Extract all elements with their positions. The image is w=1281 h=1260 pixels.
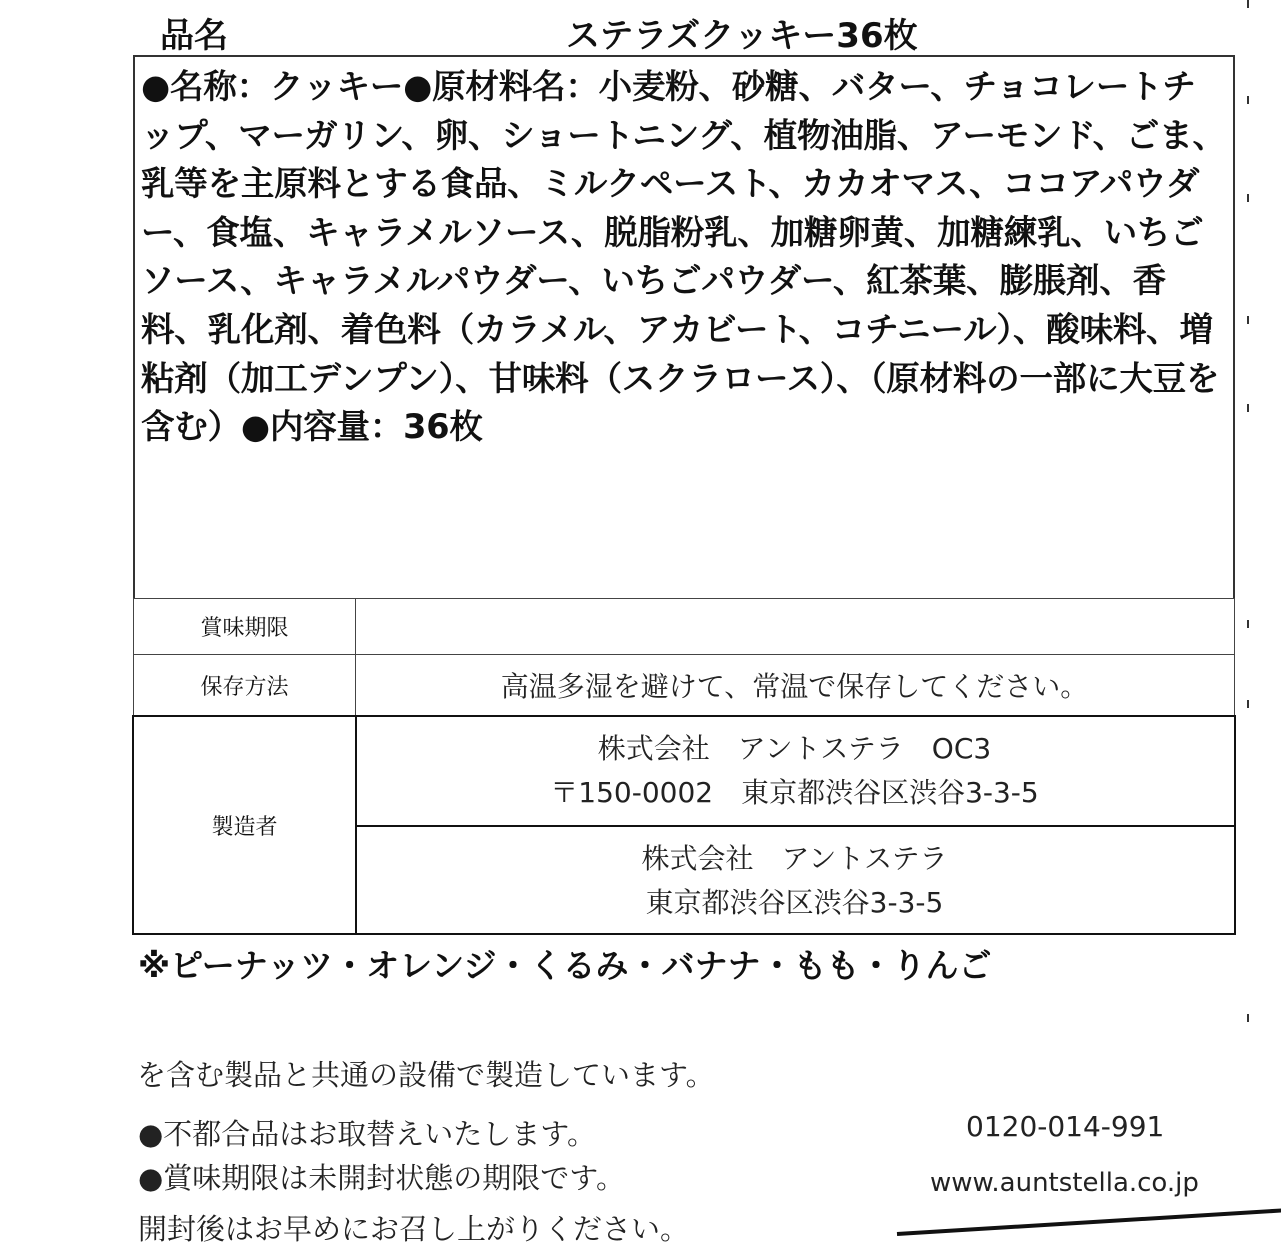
manufacturer-entry-primary-address: 〒150-0002 東京都渋谷区渋谷3-3-5	[550, 776, 1039, 809]
ingredients-text: ●名称：クッキー●原材料名：小麦粉、砂糖、バター、チョコレートチップ、マーガリン、卵、ショートニング、植物油脂、アーモンド、ごま、乳等を主原料とする食品、ミルクペースト、カカオマス、ココアパウダー、食塩、キャラメルソース、脱脂粉乳、加糖卵黄、加糖練乳、いちごソース、キャラメルパウダー、いちごパウダー、紅茶葉、膨脹剤、香料、乳化剤、着色料（カラメル、アカビート、コチニール）、酸味料、増粘剤（加工デンプン）、甘味料（スクラロース）、（原材料の一部に大豆を含む）●内容量：36枚	[141, 67, 1226, 447]
allergen-notice: ※ピーナッツ・オレンジ・くるみ・バナナ・もも・りんご	[138, 946, 992, 985]
expiry-value	[355, 599, 1234, 654]
facility-notice: を含む製品と共通の設備で製造しています。	[137, 1058, 715, 1092]
note-after-opening: 開封後はお早めにお召し上がりください。	[138, 1212, 690, 1246]
product-name-value: ステラズクッキー36枚	[566, 16, 918, 56]
contact-website: www.auntstella.co.jp	[930, 1168, 1199, 1198]
storage-row	[133, 654, 1235, 716]
edge-dash	[1247, 194, 1249, 202]
edge-dash	[1247, 700, 1249, 708]
edge-dash	[1247, 0, 1249, 8]
edge-dash	[1247, 1014, 1249, 1022]
manufacturer-entry-secondary-company: 株式会社 アントステラ	[641, 842, 948, 875]
manufacturer-entry-primary-company: 株式会社 アントステラ OC3	[597, 732, 992, 765]
storage-value: 高温多湿を避けて、常温で保存してください。	[500, 670, 1089, 703]
ingredients-box	[133, 55, 1235, 598]
edge-dash	[1247, 620, 1249, 628]
contact-phone: 0120-014-991	[966, 1110, 1165, 1143]
product-name-label: 品名	[160, 16, 228, 56]
manufacturer-entry-secondary	[355, 837, 1234, 925]
note-replacement: ●不都合品はお取替えいたします。	[138, 1117, 596, 1151]
expiry-row	[133, 598, 1235, 654]
manufacturer-label: 製造者	[134, 717, 357, 933]
page-edge-dashed-line	[1247, 0, 1249, 1260]
storage-label: 保存方法	[134, 655, 356, 715]
manufacturer-divider	[355, 825, 1234, 827]
manufacturer-entry-secondary-address: 東京都渋谷区渋谷3-3-5	[645, 886, 944, 919]
edge-dash	[1247, 96, 1249, 104]
manufacturer-box	[132, 715, 1236, 935]
edge-dash	[1247, 404, 1249, 412]
expiry-label: 賞味期限	[134, 599, 356, 654]
corner-cut-line	[897, 1208, 1281, 1236]
manufacturer-entry-primary	[355, 727, 1234, 815]
note-expiry-unopened: ●賞味期限は未開封状態の期限です。	[138, 1161, 625, 1195]
edge-dash	[1247, 316, 1249, 324]
